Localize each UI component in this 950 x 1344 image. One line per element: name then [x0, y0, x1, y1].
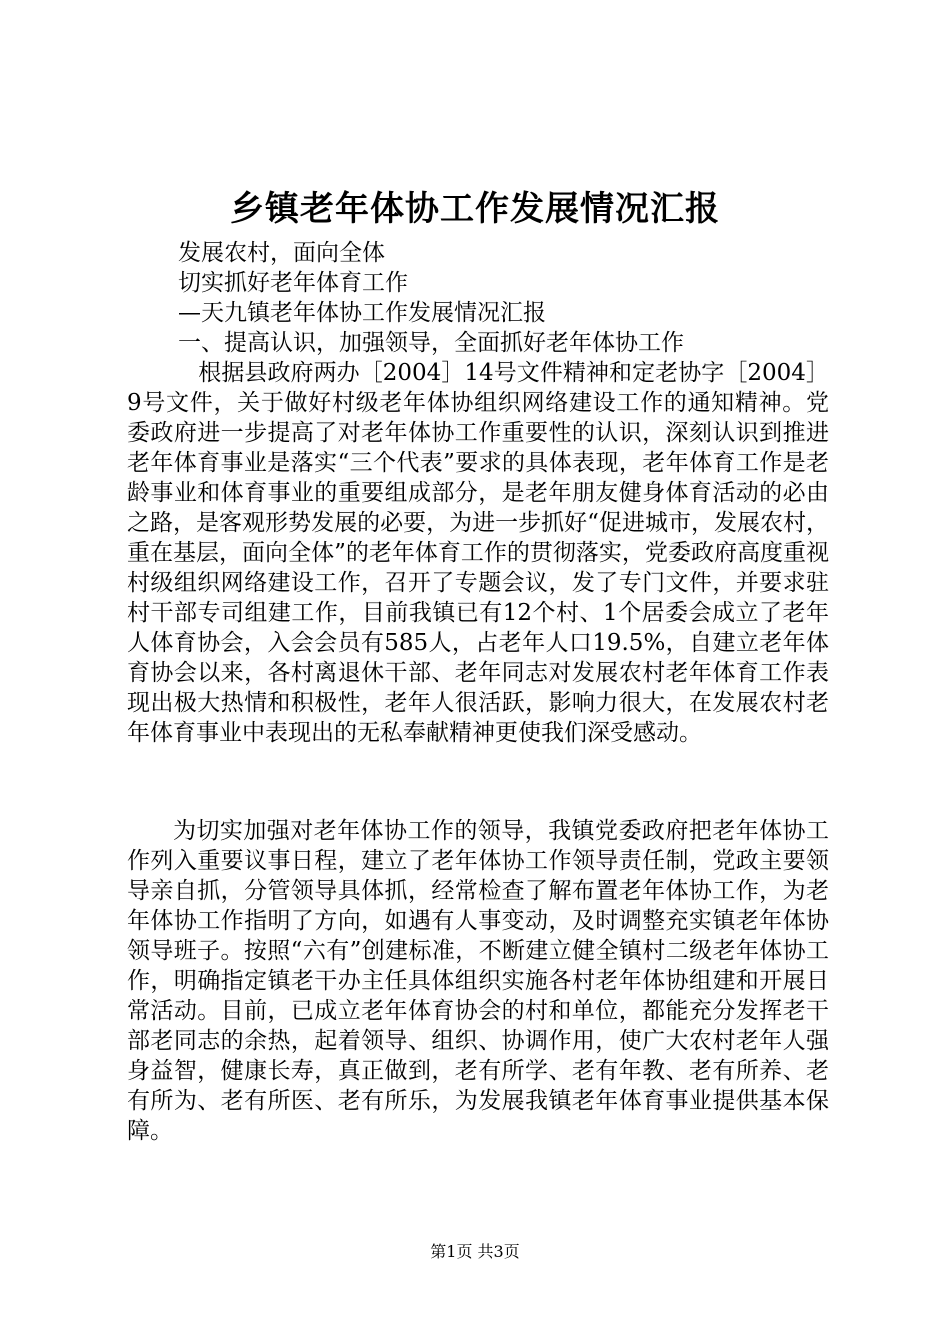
body-paragraph-2: 为切实加强对老年体协工作的领导，我镇党委政府把老年体协工作列入重要议事日程，建立了老年体协工作领导责任制，党政主要领导亲自抓，分管领导具体抓，经常检查了解布置老年体协工作，为老年体协工作指明了方向，如遇有人事变动，及时调整充实镇老年体协领导班子。按照“六有”创建标准，不断建立健全镇村二级老年体协工作，明确指定镇老干办主任具体组织实施各村老年体协组建和开展日常活动。目前，已成立老年体育协会的村和单位，都能充分发挥老干部老同志的余热，起着领导、组织、协调作用，使广大农村老年人强身益智，健康长寿，真正做到，老有所学、老有年教、老有所养、老有所为、老有所医、老有所乐，为发展我镇老年体育事业提供基本保障。 — [127, 818, 829, 1144]
document-title: 乡镇老年体协工作发展情况汇报 — [230, 189, 720, 229]
page-footer: 第1页 共3页 — [430, 1242, 520, 1261]
body-paragraph-1: 根据县政府两办［2004］14号文件精神和定老协字［2004］9号文件，关于做好村级老年体协组织网络建设工作的通知精神。党委政府进一步提高了对老年体协工作重要性的认识，深刻认识到推进老年体育事业是落实“三个代表”要求的具体表现，老年体育工作是老龄事业和体育事业的重要组成部分，是老年朋友健身体育活动的必由之路，是客观形势发展的必要，为进一步抓好“促进城市，发展农村，重在基层，面向全体”的老年体育工作的贯彻落实，党委政府高度重视村级组织网络建设工作，召开了专题会议，发了专门文件，并要求驻村干部专司组建工作，目前我镇已有12个村、1个居委会成立了老年人体育协会，入会会员有585人，占老年人口19.5%，自建立老年体育协会以来，各村离退休干部、老年同志对发展农村老年体育工作表现出极大热情和积极性，老年人很活跃，影响力很大，在发展农村老年体育事业中表现出的无私奉献精神更使我们深受感动。 — [127, 360, 829, 746]
subtitle-line-2: 切实抓好老年体育工作 — [178, 270, 408, 296]
subtitle-line-3: —天九镇老年体协工作发展情况汇报 — [178, 300, 546, 326]
section-heading: 一、提高认识，加强领导，全面抓好老年体协工作 — [178, 330, 684, 356]
subtitle-line-1: 发展农村，面向全体 — [178, 240, 385, 266]
